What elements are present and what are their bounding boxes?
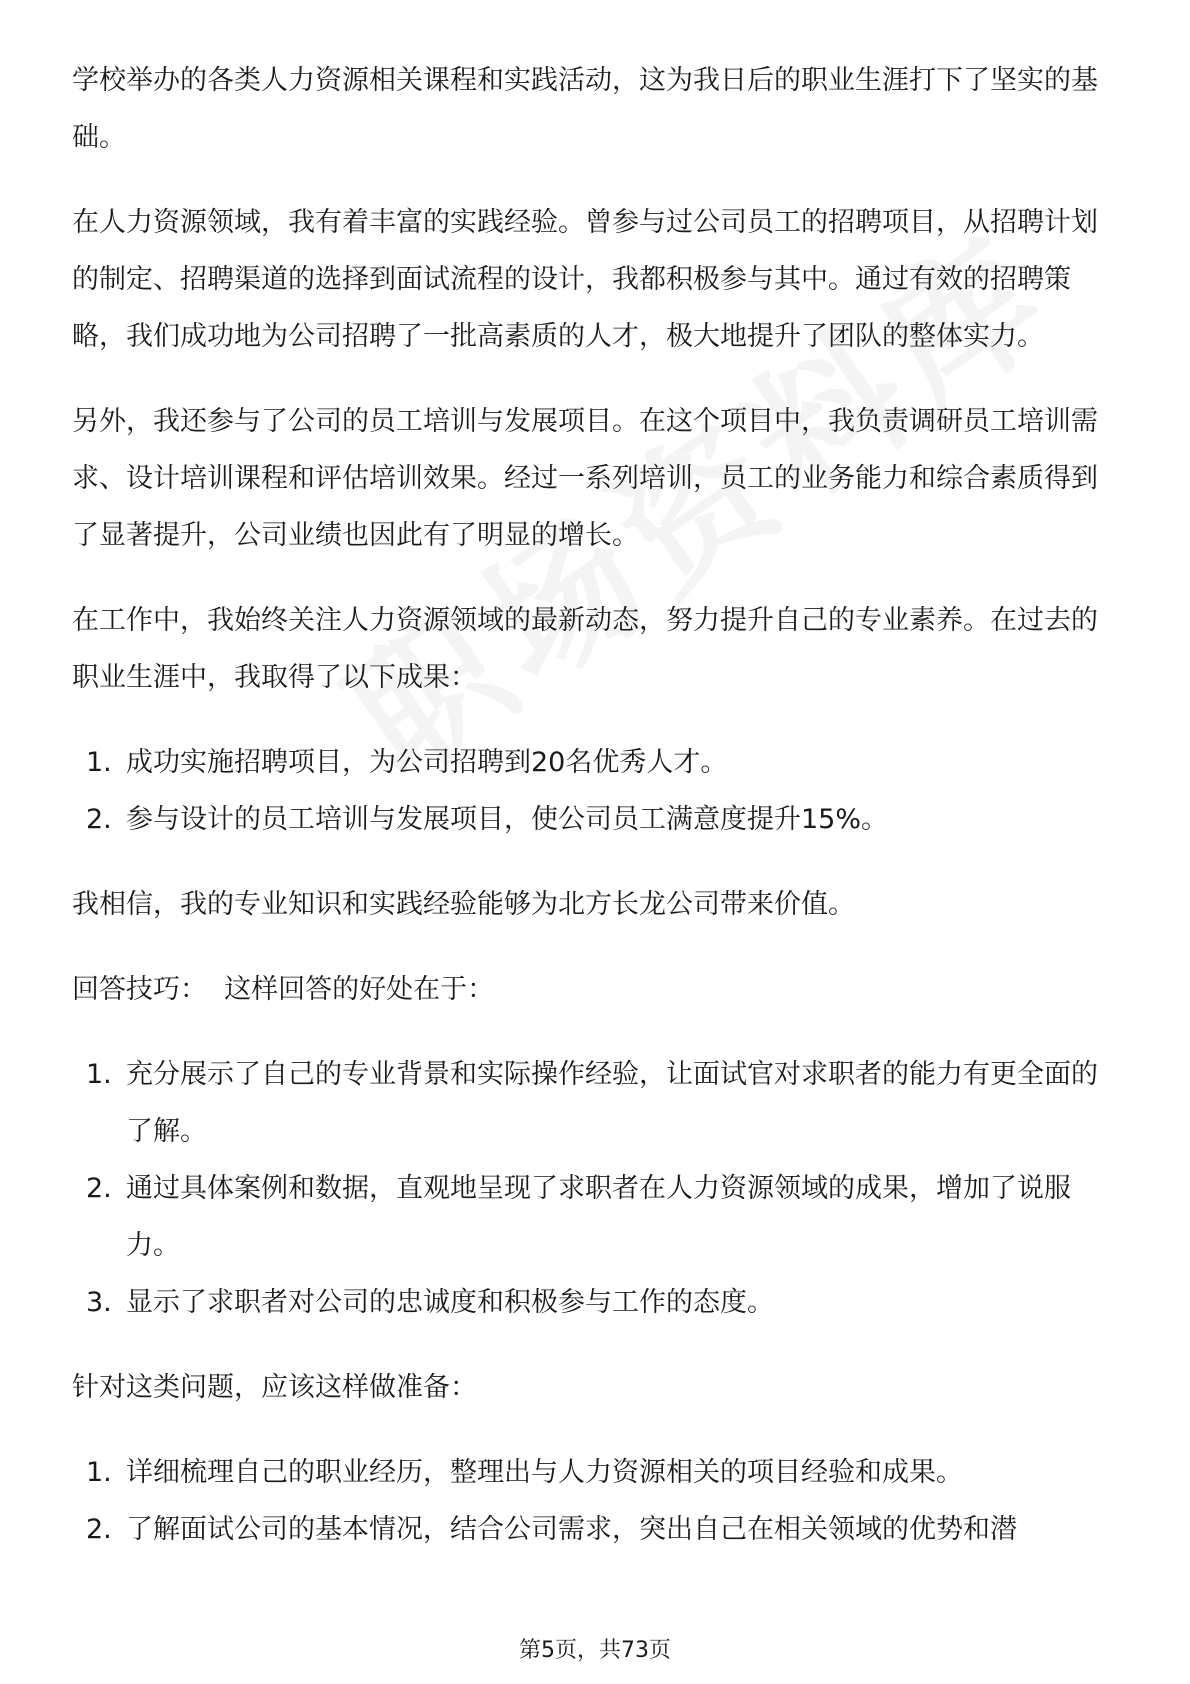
list-text: 详细梳理自己的职业经历，整理出与人力资源相关的项目经验和成果。	[126, 1457, 963, 1488]
list-text: 了解面试公司的基本情况，结合公司需求，突出自己在相关领域的优势和潜	[126, 1514, 1017, 1545]
list-number: 2.	[86, 1173, 112, 1204]
list-text: 成功实施招聘项目，为公司招聘到20名优秀人才。	[126, 747, 728, 778]
list-number: 1.	[86, 747, 112, 778]
list-text: 通过具体案例和数据，直观地呈现了求职者在人力资源领域的成果，增加了说服力。	[126, 1173, 1071, 1261]
list-number: 2.	[86, 1514, 112, 1545]
list-text: 显示了求职者对公司的忠诚度和积极参与工作的态度。	[126, 1287, 774, 1318]
list-text: 充分展示了自己的专业背景和实际操作经验，让面试官对求职者的能力有更全面的了解。	[126, 1059, 1098, 1147]
paragraph-training: 另外，我还参与了公司的员工培训与发展项目。在这个项目中，我负责调研员工培训需求、设计培训课程和评估培训效果。经过一系列培训，员工的业务能力和综合素质得到了显著提升，公司业绩也因此有了明显的增长。	[72, 406, 1098, 551]
prep-heading: 针对这类问题，应该这样做准备：	[72, 1372, 477, 1403]
achievements-list	[72, 734, 1122, 848]
tips-heading: 回答技巧： 这样回答的好处在于：	[72, 974, 495, 1005]
tips-list	[72, 1046, 1122, 1331]
list-item	[72, 1501, 1122, 1558]
list-number: 1.	[86, 1059, 112, 1090]
paragraph-achievements-intro: 在工作中，我始终关注人力资源领域的最新动态，努力提升自己的专业素养。在过去的职业生涯中，我取得了以下成果：	[72, 605, 1098, 693]
list-number: 1.	[86, 1457, 112, 1488]
document-body	[72, 52, 1122, 1586]
list-item	[72, 1046, 1122, 1160]
list-number: 2.	[86, 804, 112, 835]
list-item	[72, 791, 1122, 848]
paragraph-belief: 我相信，我的专业知识和实践经验能够为北方长龙公司带来价值。	[72, 889, 855, 920]
prep-list	[72, 1444, 1122, 1558]
page-footer: 第5页，共73页	[519, 1638, 671, 1663]
list-item	[72, 1274, 1122, 1331]
list-item	[72, 1160, 1122, 1274]
list-text: 参与设计的员工培训与发展项目，使公司员工满意度提升15%。	[126, 804, 889, 835]
list-item	[72, 734, 1122, 791]
list-number: 3.	[86, 1287, 112, 1318]
paragraph-education: 学校举办的各类人力资源相关课程和实践活动，这为我日后的职业生涯打下了坚实的基础。	[72, 65, 1098, 153]
list-item	[72, 1444, 1122, 1501]
paragraph-recruitment: 在人力资源领域，我有着丰富的实践经验。曾参与过公司员工的招聘项目，从招聘计划的制定、招聘渠道的选择到面试流程的设计，我都积极参与其中。通过有效的招聘策略，我们成功地为公司招聘了一批高素质的人才，极大地提升了团队的整体实力。	[72, 207, 1098, 352]
